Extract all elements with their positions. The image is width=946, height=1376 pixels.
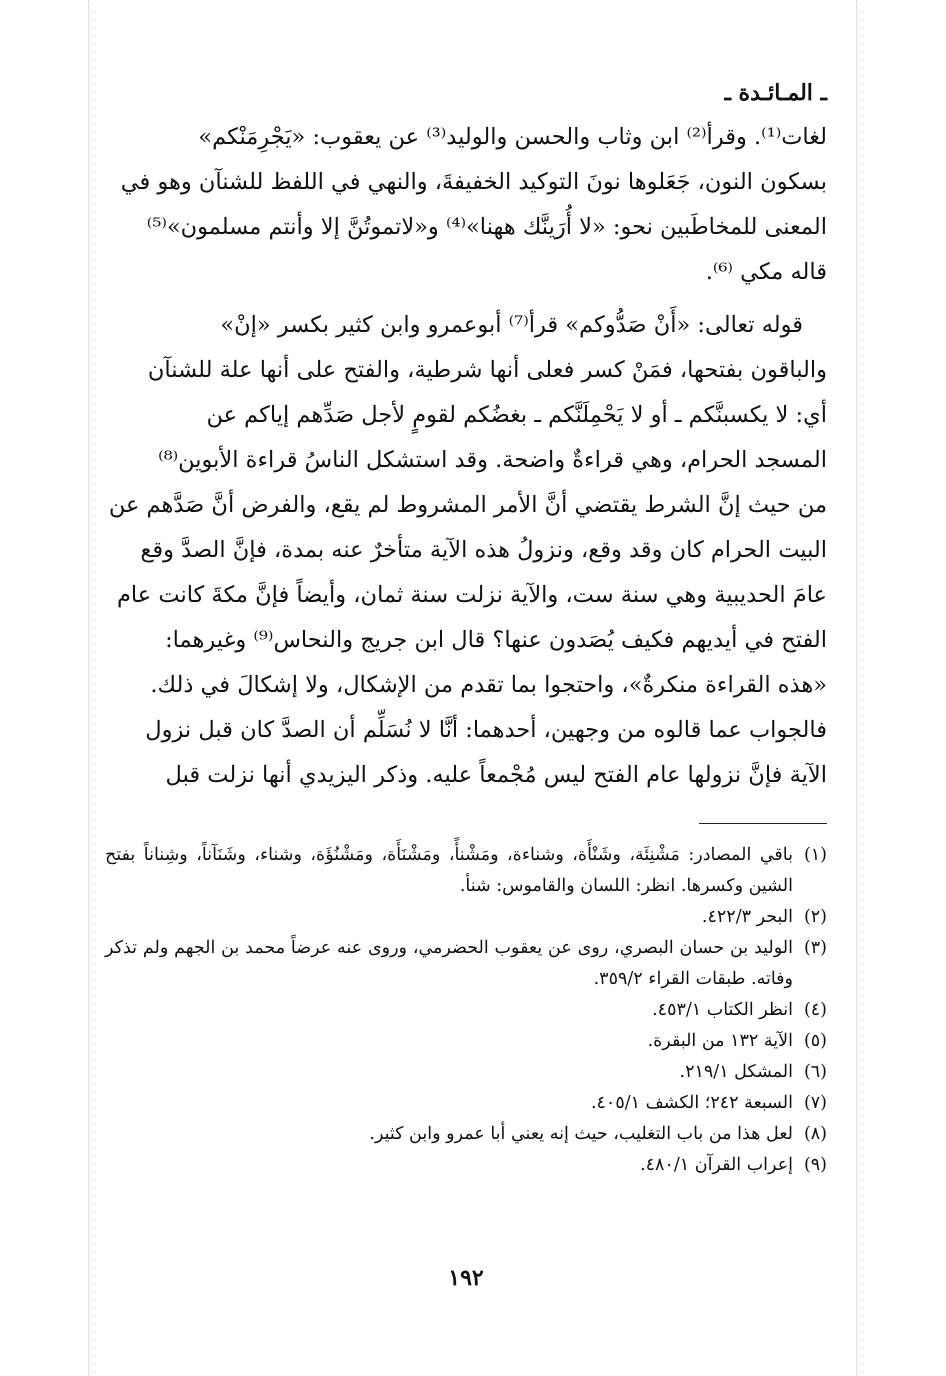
footnote-number: (٦) [803, 1062, 827, 1082]
text-line: أي: لا يكسبنَّكم ـ أو لا يَحْمِلَنَّكم ـ بغضُكم لقومٍ لأجل صَدِّهم إياكم عن [206, 402, 827, 428]
footnote [105, 933, 827, 995]
footnote-text: انظر الكتاب ٤٥٣/١. [652, 1000, 793, 1020]
page-number: ١٩٢ [448, 1265, 484, 1291]
footnote-text: باقي المصادر: مَشْنِئَة، وشَنْأَة، وشناءة، ومَشْنأً، ومَشْنَأَة، ومَشْنُؤَة، وشناء، وشَنَآناً، وشِناناً بفتح الشين وكسرها. انظر: اللسان والقاموس: شنأ. [105, 845, 793, 896]
footnote-number: (٨) [803, 1124, 827, 1144]
book-page [105, 70, 827, 1360]
footnote [105, 1088, 827, 1119]
footnote [105, 1057, 827, 1088]
text-line: بسكون النون، جَعَلوها نونَ التوكيد الخفيفةَ، والنهي في اللفظ للشنآن وهو في [120, 169, 827, 195]
footnote-text: المشكل ٢١٩/١. [679, 1062, 793, 1082]
text-line: البيت الحرام كان وقد وقع، ونزولُ هذه الآية متأخرٌ عنه بمدة، فإنَّ الصدَّ وقع [140, 537, 827, 563]
footnote-separator [699, 823, 827, 824]
text-line: قاله مكي ⁽⁶⁾. [705, 259, 827, 285]
text-line: المسجد الحرام، وهي قراءةٌ واضحة. وقد استشكل الناسُ قراءة الأبوين⁽⁸⁾ [158, 447, 827, 473]
text-line: فالجواب عما قالوه من وجهين، أحدهما: أنَّا لا نُسَلِّم أن الصدَّ كان قبل نزول [145, 717, 827, 743]
footnote-text: البحر ٤٢٢/٣. [701, 907, 793, 927]
footnote-text: الوليد بن حسان البصري، روى عن يعقوب الحضرمي، وروى عنه عرضاً محمد بن الجهم ولم تذكر وفاته. طبقات القراء ٣٥٩/٢. [105, 938, 793, 989]
footnote-number: (٩) [803, 1155, 827, 1175]
margin-guide-left [88, 0, 89, 1376]
footnote-text: الآية ١٣٢ من البقرة. [647, 1031, 793, 1051]
text-line: من حيث إنَّ الشرط يقتضي أنَّ الأمر المشروط لم يقع، والفرض أنَّ صَدَّهم عن [108, 492, 827, 518]
text-line: والباقون بفتحها، فمَنْ كسر فعلى أنها شرطية، والفتح على أنها علة للشنآن [147, 357, 827, 383]
footnote-number: (٥) [803, 1031, 827, 1051]
footnote [105, 1026, 827, 1057]
text-line: الفتح في أيديهم فكيف يُصَدون عنها؟ قال ابن جريج والنحاس⁽⁹⁾ وغيرهما: [165, 627, 827, 653]
footnote [105, 840, 827, 902]
footnote [105, 1119, 827, 1150]
footnote-number: (٤) [803, 1000, 827, 1020]
footnote-text: لعل هذا من باب التغليب، حيث إنه يعني أبا عمرو وابن كثير. [369, 1124, 793, 1144]
main-text [105, 116, 827, 799]
footnote-number: (٣) [803, 938, 827, 958]
text-line: المعنى للمخاطَبين نحو: «لا أُرَينَّك ههنا»⁽⁴⁾ و«لاتموتُنَّ إلا وأنتم مسلمون»⁽⁵⁾ [146, 214, 827, 240]
footnote [105, 995, 827, 1026]
footnote-text: السبعة ٢٤٢؛ الكشف ٤٠٥/١. [590, 1093, 793, 1113]
footnote-number: (١) [803, 845, 827, 865]
footnote [105, 1150, 827, 1181]
text-line: قوله تعالى: «أَنْ صَدُّوكم» قرأ⁽⁷⁾ أبوعمرو وابن كثير بكسر «إنْ» [220, 312, 803, 338]
footnote [105, 902, 827, 933]
running-header: ـ المـائـدة ـ [724, 80, 827, 106]
footnote-number: (٧) [803, 1093, 827, 1113]
footnote-text: إعراب القرآن ٤٨٠/١. [640, 1155, 793, 1175]
text-line: عامَ الحديبية وهي سنة ست، والآية نزلت سنة ثمان، وأيضاً فإنَّ مكةَ كانت عام [116, 582, 827, 608]
footnotes-list [105, 840, 827, 1181]
text-line: الآية فإنَّ نزولها عام الفتح ليس مُجْمعاً عليه. وذكر اليزيدي أنها نزلت قبل [165, 762, 827, 788]
text-line: «هذه القراءة منكرةٌ»، واحتجوا بما تقدم من الإشكال، ولا إشكالَ في ذلك. [150, 672, 827, 698]
margin-guide-right [856, 0, 857, 1376]
text-line: لغات⁽¹⁾. وقرأ⁽²⁾ ابن وثاب والحسن والوليد⁽³⁾ عن يعقوب: «يَجْرِمَنْكم» [198, 124, 827, 150]
footnote-number: (٢) [803, 907, 827, 927]
